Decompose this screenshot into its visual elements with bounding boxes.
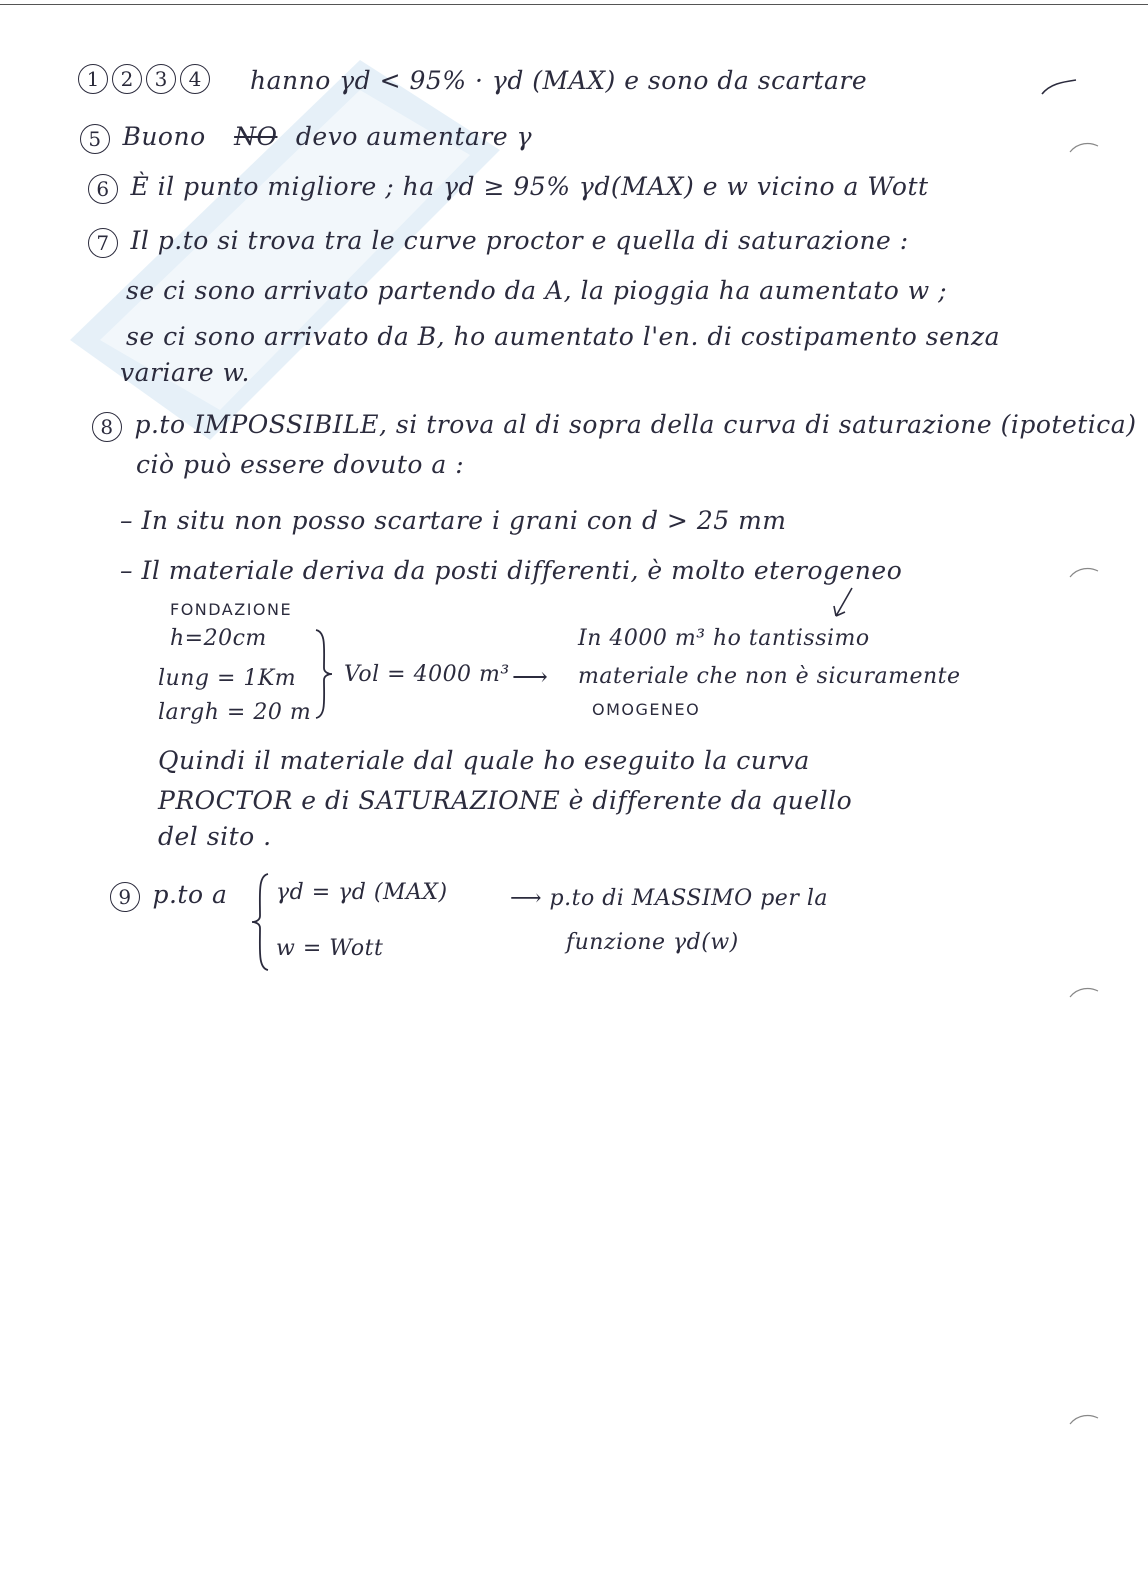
- left-brace: [250, 872, 272, 972]
- note-line-6: se ci sono arrivato da B, ho aumentato l'en. di costipamento senza: [126, 322, 1001, 351]
- fondazione-note-3: OMOGENEO: [592, 700, 701, 719]
- fondazione-arrow: ⟶: [512, 662, 549, 691]
- item-number-1: 1: [78, 64, 108, 94]
- note-line-3: [88, 172, 929, 204]
- item-number-7: 7: [88, 228, 118, 258]
- item-number-4: 4: [180, 64, 210, 94]
- binder-mark-3: [1068, 985, 1100, 999]
- note-line-11: – Il materiale deriva da posti differenti, è molto eterogeneo: [120, 556, 903, 585]
- note-line-8: [92, 410, 1136, 442]
- note-line-2-buono: Buono: [122, 122, 206, 151]
- item-number-6: 6: [88, 174, 118, 204]
- binder-mark-4: [1068, 1412, 1100, 1426]
- note-line-1: hanno γd < 95% · γd (MAX) e sono da scartare: [250, 66, 868, 95]
- items-1-4-numbers: [78, 64, 214, 94]
- binder-mark-2: [1068, 565, 1100, 579]
- fondazione-length: lung = 1Km: [158, 666, 297, 691]
- right-brace: [312, 628, 334, 720]
- margin-check-mark: [1040, 76, 1080, 98]
- fondazione-note-1: In 4000 m³ ho tantissimo: [578, 626, 870, 651]
- note-line-2: [80, 122, 532, 154]
- note-line-7: variare w.: [120, 358, 250, 387]
- fondazione-note-2: materiale che non è sicuramente: [578, 664, 961, 689]
- note-line-15-funzione: funzione γd(w): [566, 930, 739, 955]
- note-line-2-aumentare: devo aumentare γ: [295, 122, 533, 151]
- note-line-8-text: p.to IMPOSSIBILE, si trova al di sopra della curva di saturazione (ipotetica): [134, 410, 1137, 439]
- item-number-3: 3: [146, 64, 176, 94]
- fondazione-width: largh = 20 m: [158, 700, 312, 725]
- note-line-5: se ci sono arrivato partendo da A, la pioggia ha aumentato w ;: [126, 276, 948, 305]
- note-line-4: [88, 226, 909, 258]
- item-number-2: 2: [112, 64, 142, 94]
- item-number-5: 5: [80, 124, 110, 154]
- note-line-15-lead: [110, 880, 227, 912]
- note-line-9: ciò può essere dovuto a :: [136, 450, 465, 479]
- condition-w: w = Wott: [276, 936, 384, 961]
- fondazione-height: h=20cm: [170, 626, 267, 651]
- item-number-8: 8: [92, 412, 122, 442]
- note-line-14: del sito .: [158, 822, 272, 851]
- note-line-15-max: ⟶ p.to di MASSIMO per la: [510, 886, 828, 911]
- item-number-9: 9: [110, 882, 140, 912]
- fondazione-volume: Vol = 4000 m³: [344, 662, 510, 687]
- annotation-arrow: [828, 586, 858, 620]
- condition-gamma: γd = γd (MAX): [276, 880, 448, 905]
- note-line-15-pto: p.to a: [152, 880, 228, 909]
- note-line-2-no: NO: [234, 122, 278, 151]
- fondazione-title: FONDAZIONE: [170, 600, 293, 619]
- note-line-12: Quindi il materiale dal quale ho eseguito la curva: [158, 746, 810, 775]
- binder-mark-1: [1068, 140, 1100, 154]
- note-line-10: – In situ non posso scartare i grani con d > 25 mm: [120, 506, 787, 535]
- note-line-3-text: È il punto migliore ; ha γd ≥ 95% γd(MAX) e w vicino a Wott: [130, 172, 929, 201]
- note-line-4-text: Il p.to si trova tra le curve proctor e quella di saturazione :: [130, 226, 909, 255]
- note-line-13: PROCTOR e di SATURAZIONE è differente da quello: [158, 786, 853, 815]
- top-border-line: [0, 4, 1148, 5]
